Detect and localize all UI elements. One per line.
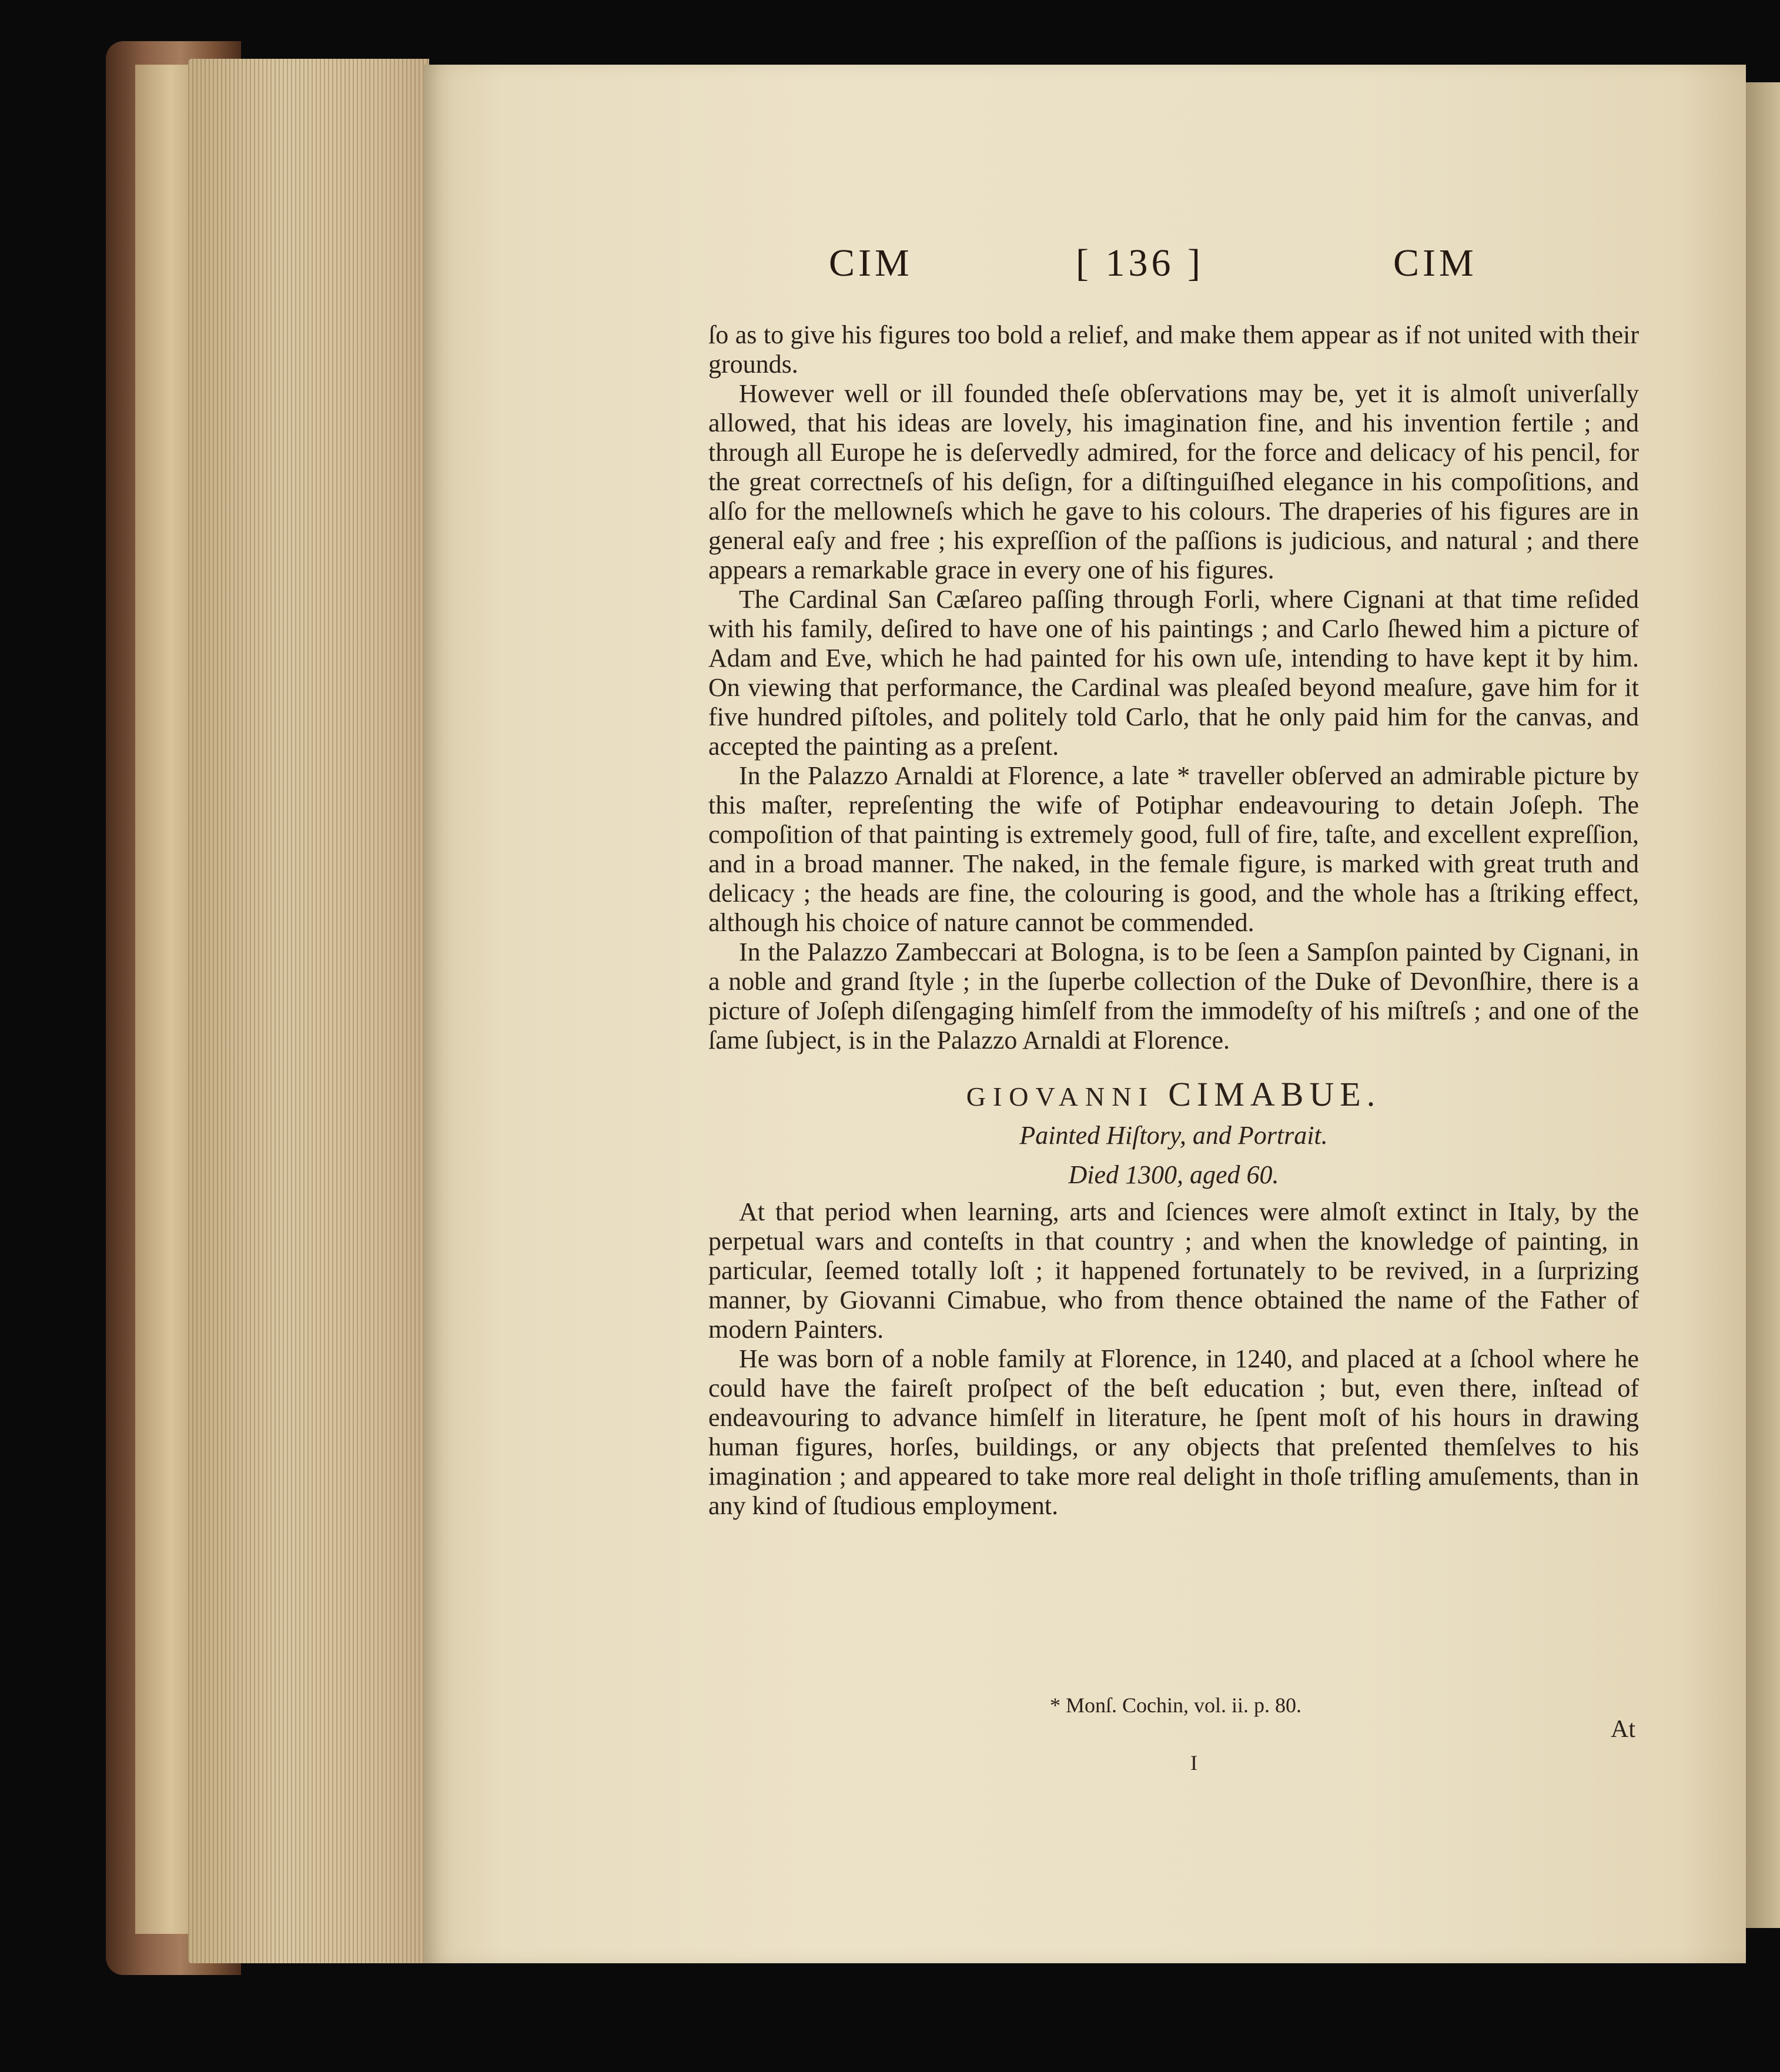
paragraph: At that period when learning, arts and ſciences were almoſt extinct in Italy, by the perpetual wars and conteſts in that country ; and when the knowledge of painting, in particular, ſeemed totally loſt ; it happened fortunately to be revived, in a ſurprizing manner, by Giovanni Cimabue, who from thence obtained the name of the Father of modern Painters.: [708, 1197, 1639, 1344]
paragraph: He was born of a noble family at Florence, in 1240, and placed at a ſchool where he could have the faireſt proſpect of the beſt education ; but, even there, inſtead of endeavouring to advance himſelf in literature, he ſpent moſt of his hours in drawing human figures, horſes, buildings, or any objects that preſented themſelves to his imagination ; and appeared to take more real delight in thoſe trifling amuſements, than in any kind of ſtudious employment.: [708, 1344, 1639, 1520]
page-edges: [188, 59, 429, 1963]
paragraph: ſo as to give his figures too bold a relief, and make them appear as if not united with their grounds.: [708, 320, 1639, 379]
paragraph: In the Palazzo Zambeccari at Bologna, is to be ſeen a Sampſon painted by Cignani, in a noble and grand ſtyle ; in the ſuperbe collection of the Duke of Devonſhire, there is a picture of Joſeph diſengaging himſelf from the immodeſty of his miſtreſs ; and one of the ſame ſubject, is in the Palazzo Arnaldi at Florence.: [708, 938, 1639, 1055]
running-header: [829, 241, 1534, 294]
header-right: CIM: [1393, 242, 1477, 284]
paragraph: However well or ill founded theſe obſervations may be, yet it is almoſt univerſally allowed, that his ideas are lovely, his imagination fine, and his invention fertile ; and through all Europe he is deſervedly admired, for the force and delicacy of his pencil, for the great correctneſs of his deſign, for a diſtinguiſhed elegance in his compoſitions, and alſo for the mellowneſs which he gave to his colours. The draperies of his figures are in general eaſy and free ; his expreſſion of the paſſions is judicious, and natural ; and there appears a remarkable grace in every one of his figures.: [708, 379, 1639, 584]
page-body: [708, 320, 1639, 1521]
paragraph: In the Palazzo Arnaldi at Florence, a late * traveller obſerved an admirable picture by this maſter, repreſenting the wife of Potiphar endeavouring to detain Joſeph. The compoſition of that painting is extremely good, full of fire, taſte, and excellent expreſſion, and in a broad manner. The naked, in the female figure, is marked with great truth and delicacy ; the heads are fine, the colouring is good, and the whole has a ſtriking effect, although his choice of nature cannot be commended.: [708, 761, 1639, 937]
died-aged: aged 60.: [1190, 1160, 1279, 1189]
signature-mark: I: [1190, 1751, 1197, 1775]
died-prefix: Died 1300,: [1068, 1160, 1183, 1189]
section-died: [708, 1156, 1639, 1194]
facing-page-edge: [1746, 82, 1780, 1928]
section-heading: [708, 1076, 1639, 1115]
header-left: CIM: [829, 242, 913, 284]
paragraph: The Cardinal San Cæſareo paſſing through Forli, where Cignani at that time reſided with his family, deſired to have one of his paintings ; and Carlo ſhewed him a picture of Adam and Eve, which he had painted for his own uſe, intending to have kept it by him. On viewing that performance, the Cardinal was pleaſed beyond meaſure, gave him for it five hundred piſtoles, and politely told Carlo, that he only paid him for the canvas, and accepted the painting as a preſent.: [708, 585, 1639, 761]
footnote: * Monſ. Cochin, vol. ii. p. 80.: [1049, 1693, 1301, 1717]
section-first-name: GIOVANNI: [966, 1082, 1155, 1112]
section-subtitle: Painted Hiſtory, and Portrait.: [1019, 1121, 1328, 1150]
catchword: At: [1611, 1716, 1635, 1743]
page-number: [ 136 ]: [1076, 242, 1204, 284]
section-surname: CIMABUE.: [1168, 1075, 1381, 1113]
